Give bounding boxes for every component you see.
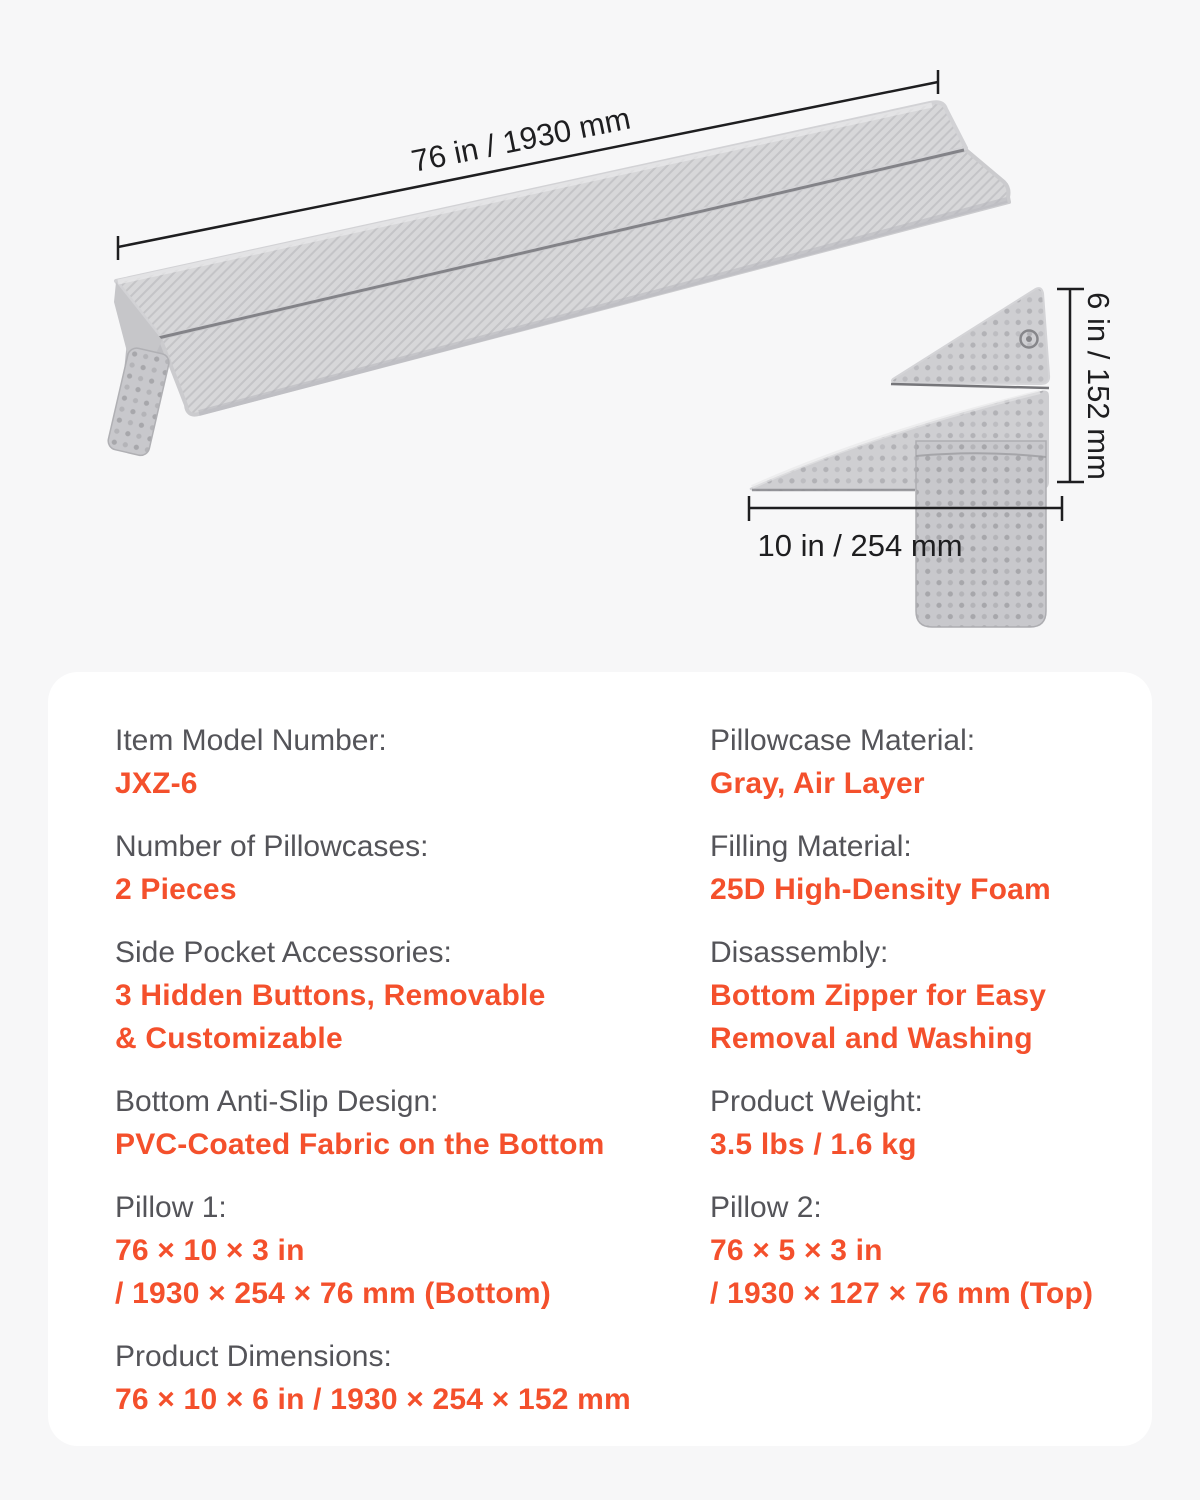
side-view-illustration [750, 288, 1049, 627]
spec-value-line: 76 × 10 × 6 in / 1930 × 254 × 152 mm [115, 1383, 631, 1416]
spec-item-model-number [115, 719, 675, 805]
height-dimension-label: 6 in / 152 mm [1081, 292, 1116, 480]
spec-item-pillow-2 [710, 1186, 1140, 1315]
width-dimension-label: 10 in / 254 mm [757, 528, 963, 563]
spec-value-line: Bottom Zipper for Easy [710, 979, 1047, 1012]
spec-item-product-dimensions [115, 1335, 675, 1421]
spec-value-line: 3 Hidden Buttons, Removable [115, 979, 546, 1012]
spec-label: Side Pocket Accessories: [115, 936, 452, 969]
spec-item-side-pocket [115, 931, 675, 1060]
spec-label: Filling Material: [710, 830, 912, 863]
spec-column-right [710, 719, 1140, 1335]
spec-item-pillow-1 [115, 1186, 675, 1315]
long-pillow-illustration [106, 102, 1009, 457]
spec-card [48, 672, 1152, 1446]
spec-value-line: 25D High-Density Foam [710, 873, 1051, 906]
spec-value-line: & Customizable [115, 1022, 343, 1055]
spec-label: Item Model Number: [115, 724, 387, 757]
spec-item-anti-slip [115, 1080, 675, 1166]
spec-label: Pillow 2: [710, 1191, 822, 1224]
height-dimension-line [1057, 289, 1084, 482]
spec-value-line: 76 × 5 × 3 in [710, 1234, 883, 1267]
spec-label: Pillowcase Material: [710, 724, 976, 757]
spec-value-line: / 1930 × 127 × 76 mm (Top) [710, 1277, 1094, 1310]
spec-item-pillowcase-count [115, 825, 675, 911]
spec-label: Product Weight: [710, 1085, 923, 1118]
spec-label: Number of Pillowcases: [115, 830, 429, 863]
spec-value-line: JXZ-6 [115, 767, 198, 800]
spec-item-disassembly [710, 931, 1140, 1060]
spec-value-line: 3.5 lbs / 1.6 kg [710, 1128, 917, 1161]
spec-label: Disassembly: [710, 936, 889, 969]
spec-value-line: / 1930 × 254 × 76 mm (Bottom) [115, 1277, 551, 1310]
spec-item-product-weight [710, 1080, 1140, 1166]
spec-column-left [115, 719, 675, 1441]
product-dimensions-hero [0, 0, 1200, 672]
spec-label: Pillow 1: [115, 1191, 227, 1224]
spec-value-line: 2 Pieces [115, 873, 237, 906]
spec-item-pillowcase-material [710, 719, 1140, 805]
spec-item-filling-material [710, 825, 1140, 911]
spec-label: Product Dimensions: [115, 1340, 392, 1373]
spec-value-line: Removal and Washing [710, 1022, 1033, 1055]
spec-value-line: Gray, Air Layer [710, 767, 925, 800]
length-dimension-label: 76 in / 1930 mm [408, 100, 634, 179]
spec-value-line: PVC-Coated Fabric on the Bottom [115, 1128, 605, 1161]
spec-label: Bottom Anti-Slip Design: [115, 1085, 439, 1118]
spec-value-line: 76 × 10 × 3 in [115, 1234, 305, 1267]
